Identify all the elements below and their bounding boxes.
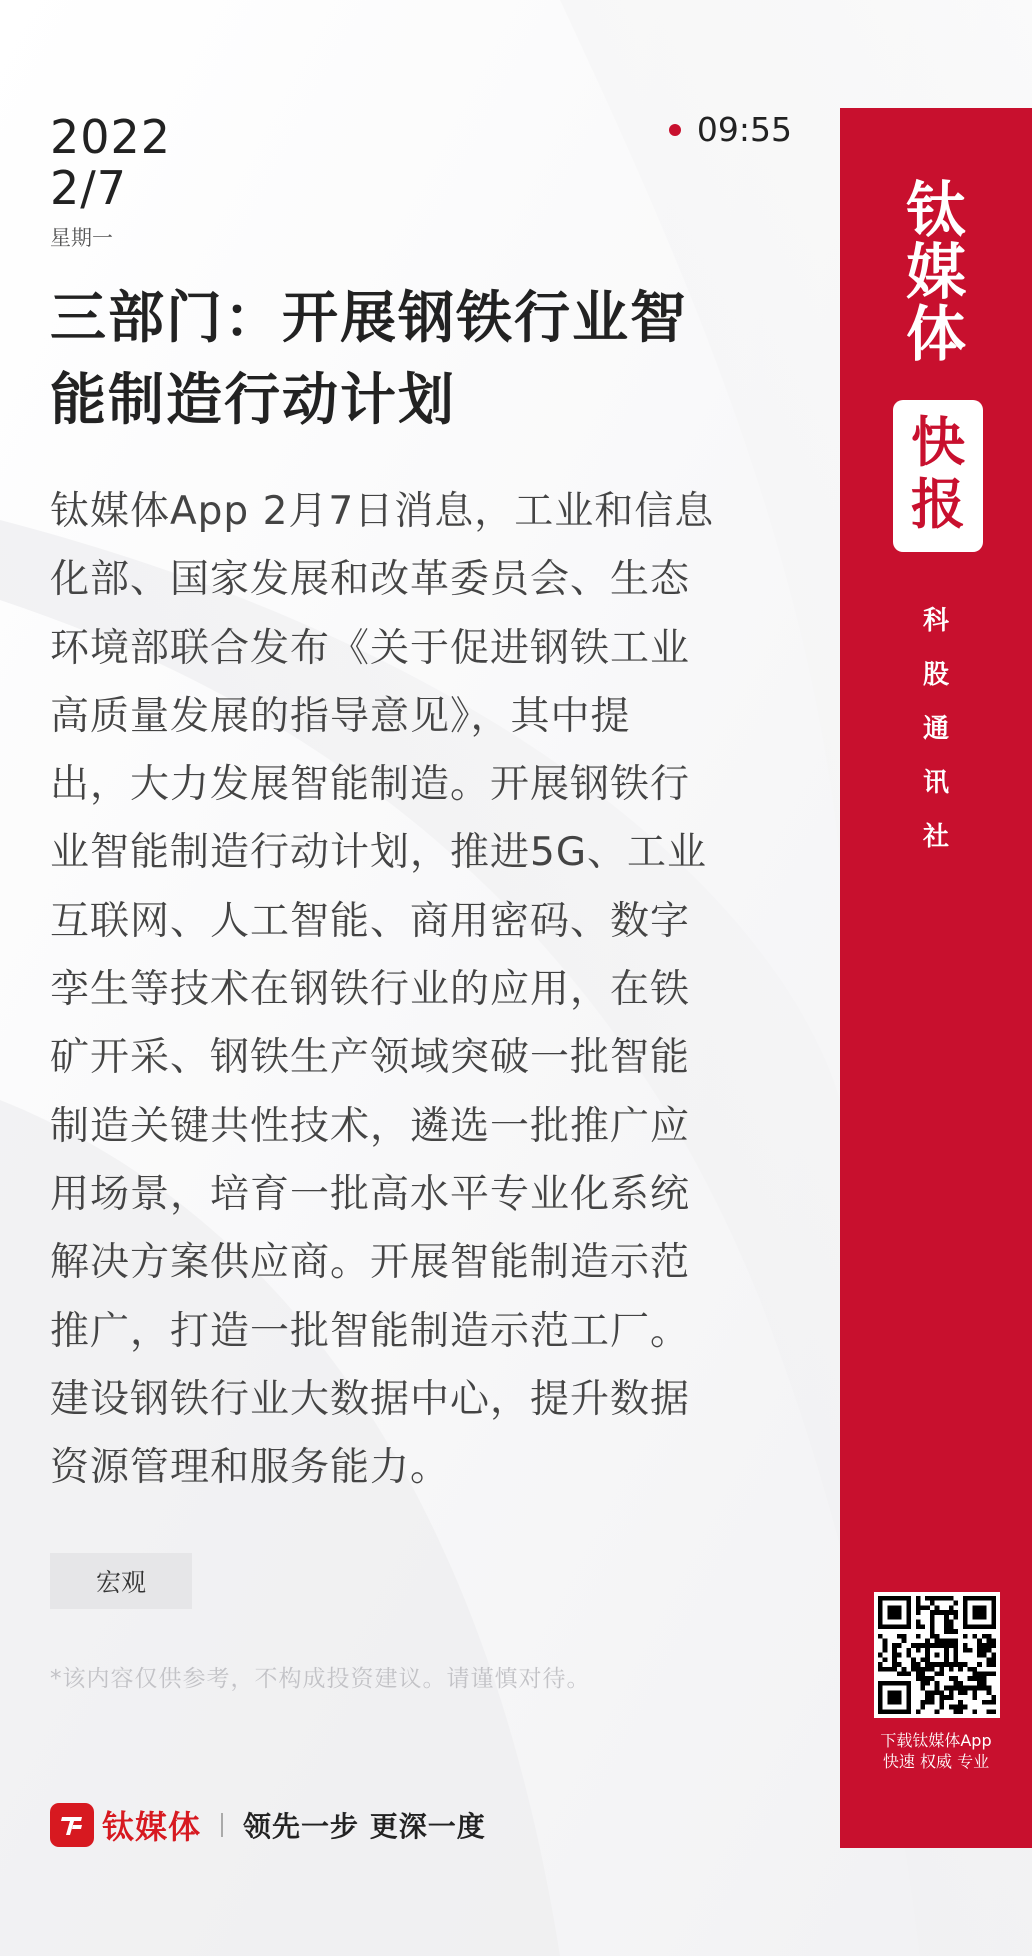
body-line: 出，大力发展智能制造。开展钢铁行: [50, 762, 691, 808]
qr-caption-line: 下载钛媒体App: [880, 1731, 992, 1750]
sidebar-sub-char: 股: [922, 660, 949, 690]
flash-news-card: [893, 400, 983, 552]
date-weekday: 星期一: [50, 226, 113, 250]
date-year: 2022: [50, 110, 172, 164]
sidebar-sub-char: 通: [922, 714, 949, 744]
footer-divider: [221, 1813, 223, 1837]
body-line: 高质量发展的指导意见》，其中提: [50, 693, 631, 739]
sidebar-sub-char: 科: [922, 606, 949, 636]
body-line: 建设钢铁行业大数据中心，提升数据: [50, 1376, 691, 1422]
live-dot-icon: [669, 124, 681, 136]
tmtpost-logo-icon: [50, 1803, 94, 1847]
body-line: 互联网、人工智能、商用密码、数字: [50, 898, 691, 944]
flash-news-char: 快: [911, 411, 965, 474]
category-tag[interactable]: 宏观: [50, 1553, 192, 1609]
sidebar-brand: [840, 176, 1032, 370]
disclaimer: *该内容仅供参考，不构成投资建议。请谨慎对待。: [50, 1666, 591, 1692]
footer: [50, 1802, 486, 1848]
body-line: 矿开采、钢铁生产领域突破一批智能: [50, 1035, 691, 1081]
body-line: 用场景，培育一批高水平专业化系统: [50, 1171, 691, 1217]
body-line: 业智能制造行动计划，推进5G、工业: [50, 830, 708, 876]
qr-code[interactable]: [874, 1592, 1000, 1718]
time-text: 09:55: [696, 110, 792, 149]
sidebar-banner: [840, 108, 1032, 1848]
sidebar-subtitle: [840, 594, 1032, 864]
body-line: 制造关键共性技术，遴选一批推广应: [50, 1103, 691, 1149]
qr-caption-line: 快速 权威 专业: [882, 1752, 990, 1771]
headline-line: 能制造行动计划: [50, 368, 456, 433]
footer-brand: 钛媒体: [102, 1808, 202, 1846]
time-stamp: [669, 110, 792, 149]
body-line: 资源管理和服务能力。: [50, 1445, 451, 1491]
footer-slogan: 领先一步 更深一度: [243, 1810, 486, 1843]
date-month-day: 2/7: [50, 161, 128, 215]
body-line: 推广，打造一批智能制造示范工厂。: [50, 1308, 691, 1354]
date-block: [50, 112, 171, 252]
body-line: 环境部联合发布《关于促进钢铁工业: [50, 625, 691, 671]
flash-news-char: 报: [911, 473, 965, 536]
article-body: [50, 478, 780, 1502]
body-line: 化部、国家发展和改革委员会、生态: [50, 557, 691, 603]
sidebar-sub-char: 讯: [922, 768, 949, 798]
sidebar-sub-char: 社: [922, 822, 949, 852]
sidebar-brand-char: 体: [906, 300, 966, 370]
sidebar-brand-char: 媒: [906, 238, 966, 308]
body-line: 钛媒体App 2月7日消息，工业和信息: [50, 489, 715, 534]
headline-line: 三部门：开展钢铁行业智: [50, 286, 688, 351]
body-line: 孪生等技术在钢铁行业的应用，在铁: [50, 967, 691, 1013]
headline: [50, 278, 770, 442]
qr-caption: [840, 1730, 1032, 1772]
body-line: 解决方案供应商。开展智能制造示范: [50, 1240, 691, 1286]
sidebar-brand-char: 钛: [906, 176, 966, 246]
